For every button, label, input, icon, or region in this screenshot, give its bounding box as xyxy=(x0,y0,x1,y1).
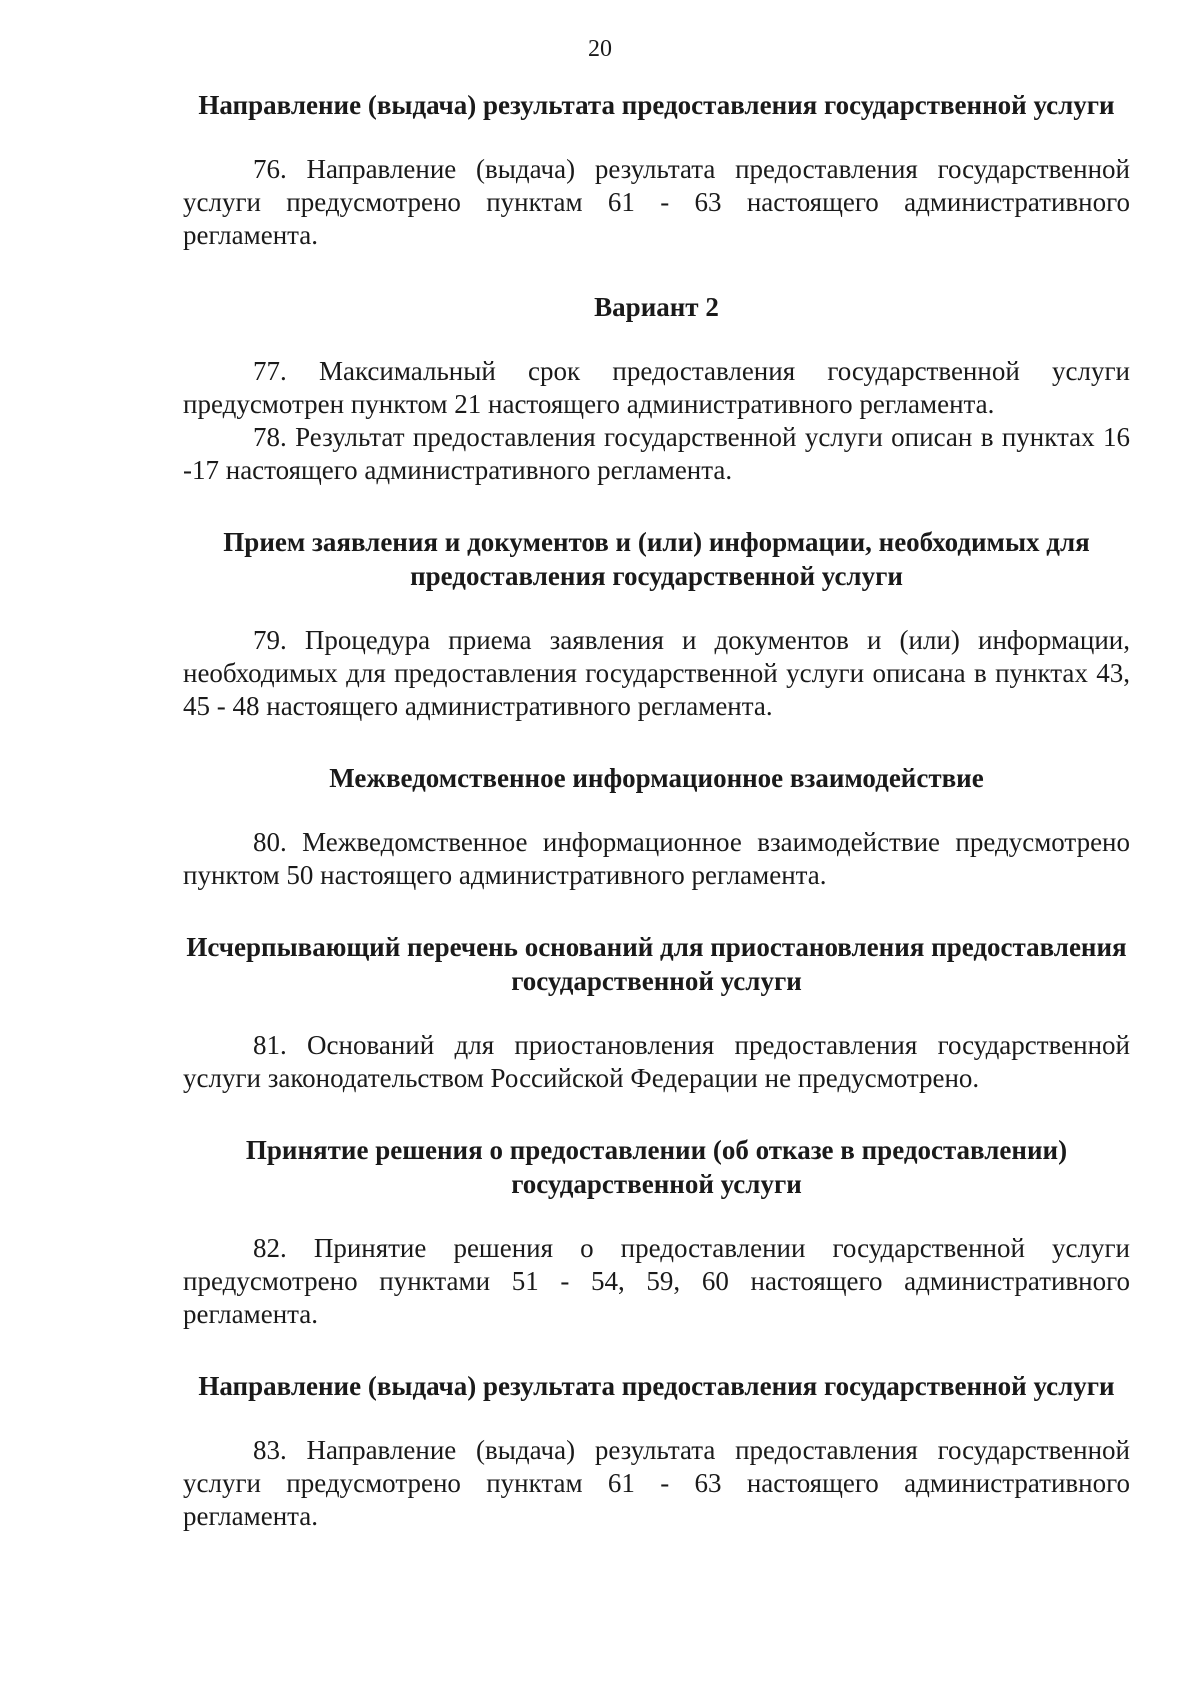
section-application-intake xyxy=(183,525,1130,723)
section-heading: Принятие решения о предоставлении (об отказе в предоставлении) государственной услуги xyxy=(245,1135,1068,1199)
section-decision-making xyxy=(183,1133,1130,1331)
paragraph-76: 76. Направление (выдача) результата предоставления государственной услуги предусмотрено пунктам 61 - 63 настоящего административного регламента. xyxy=(183,154,1130,250)
section-result-delivery-variant-2 xyxy=(183,1369,1130,1533)
section-interagency-interaction xyxy=(183,761,1130,892)
page-number: 20 xyxy=(588,36,612,62)
paragraph-77: 77. Максимальный срок предоставления государственной услуги предусмотрен пунктом 21 настоящего административного регламента. xyxy=(183,356,1130,419)
section-heading: Исчерпывающий перечень оснований для приостановления предоставления государственной услуги xyxy=(186,932,1127,996)
paragraph-83: 83. Направление (выдача) результата предоставления государственной услуги предусмотрено пунктам 61 - 63 настоящего административного регламента. xyxy=(183,1435,1130,1531)
section-heading: Прием заявления и документов и (или) информации, необходимых для предоставления государственной услуги xyxy=(223,527,1090,591)
document-body xyxy=(183,88,1130,1533)
section-heading: Вариант 2 xyxy=(594,292,719,322)
section-suspension-grounds xyxy=(183,930,1130,1095)
paragraph-78: 78. Результат предоставления государственной услуги описан в пунктах 16 -17 настоящего административного регламента. xyxy=(183,422,1130,485)
paragraph-79: 79. Процедура приема заявления и документов и (или) информации, необходимых для предоставления государственной услуги описана в пунктах 43, 45 - 48 настоящего административного регламента. xyxy=(183,625,1130,721)
paragraph-81: 81. Оснований для приостановления предоставления государственной услуги законодательством Российской Федерации не предусмотрено. xyxy=(183,1030,1130,1093)
section-heading: Направление (выдача) результата предоставления государственной услуги xyxy=(198,1371,1115,1401)
section-result-delivery-variant-1 xyxy=(183,88,1130,252)
paragraph-82: 82. Принятие решения о предоставлении государственной услуги предусмотрено пунктами 51 - 54, 59, 60 настоящего административного регламента. xyxy=(183,1233,1130,1329)
paragraph-80: 80. Межведомственное информационное взаимодействие предусмотрено пунктом 50 настоящего административного регламента. xyxy=(183,827,1130,890)
section-heading: Направление (выдача) результата предоставления государственной услуги xyxy=(198,90,1115,120)
section-variant-2 xyxy=(183,290,1130,487)
section-heading: Межведомственное информационное взаимодействие xyxy=(329,763,984,793)
